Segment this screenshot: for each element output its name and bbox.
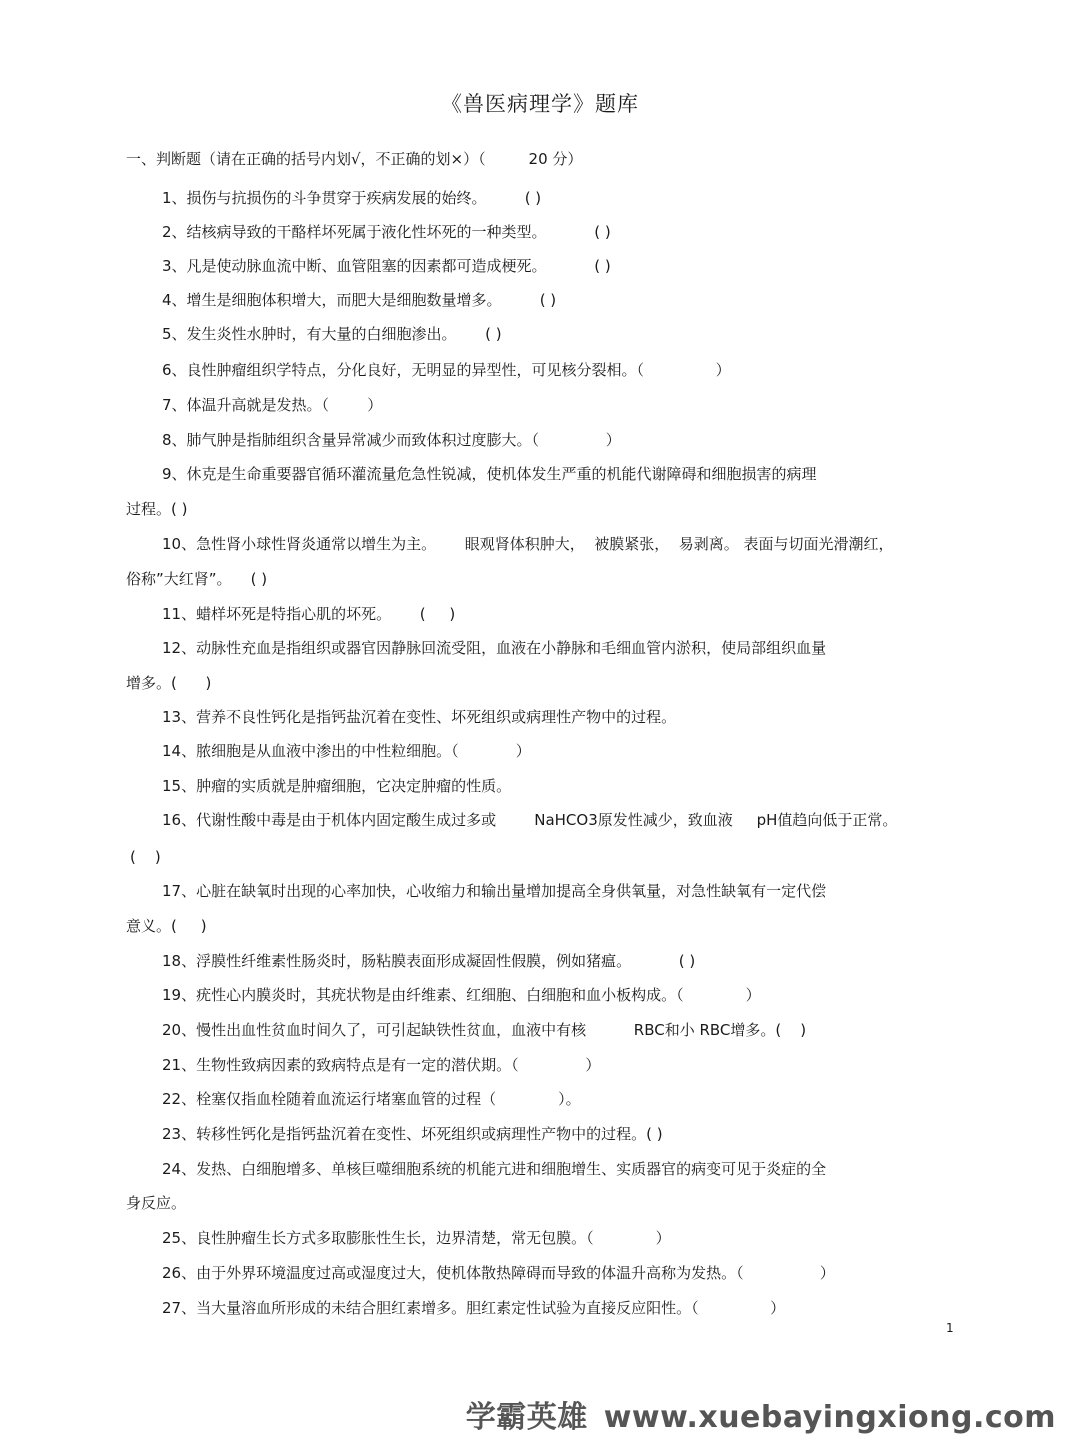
question-21: 21、生物性致病因素的致病特点是有一定的潜伏期。（ ） xyxy=(162,1056,601,1074)
question-10: 10、急性肾小球性肾炎通常以增生为主。 眼观肾体积肿大， 被膜紧张， 易剥离。 表面与切面光滑潮红， xyxy=(162,535,894,553)
question-24-continued: 身反应。 xyxy=(126,1194,187,1212)
question-11: 11、蜡样坏死是特指心肌的坏死。 ( ) xyxy=(162,605,456,623)
question-9: 9、休克是生命重要器官循环灌流量危急性锐减，使机体发生严重的机能代谢障碍和细胞损害的病理 xyxy=(162,465,817,483)
question-16: 16、代谢性酸中毒是由于机体内固定酸生成过多或 NaHCO3原发性减少，致血液 pH值趋向低于正常。 xyxy=(162,811,898,829)
question-9-continued: 过程。( ) xyxy=(126,500,188,518)
question-16-continued: ( ) xyxy=(130,848,161,866)
question-25: 25、良性肿瘤生长方式多取膨胀性生长，边界清楚，常无包膜。（ ） xyxy=(162,1229,671,1247)
question-12: 12、动脉性充血是指组织或器官因静脉回流受阻，血液在小静脉和毛细血管内淤积，使局部组织血量 xyxy=(162,639,827,657)
question-10-continued: 俗称”大红肾”。 ( ) xyxy=(126,570,268,588)
page-number: 1 xyxy=(946,1321,954,1335)
question-3: 3、凡是使动脉血流中断、血管阻塞的因素都可造成梗死。 ( ) xyxy=(162,257,611,275)
question-1: 1、损伤与抗损伤的斗争贯穿于疾病发展的始终。 ( ) xyxy=(162,189,542,207)
question-2: 2、结核病导致的干酪样坏死属于液化性坏死的一种类型。 ( ) xyxy=(162,223,611,241)
question-17: 17、心脏在缺氧时出现的心率加快，心收缩力和输出量增加提高全身供氧量，对急性缺氧有一定代偿 xyxy=(162,882,827,900)
footer-brand: 学霸英雄 xyxy=(465,1400,588,1435)
question-19: 19、疣性心内膜炎时，其疣状物是由纤维素、红细胞、白细胞和血小板构成。（ ） xyxy=(162,986,761,1004)
question-26: 26、由于外界环境温度过高或湿度过大，使机体散热障碍而导致的体温升高称为发热。（ ） xyxy=(162,1264,835,1282)
question-6: 6、良性肿瘤组织学特点，分化良好，无明显的异型性，可见核分裂相。（ ） xyxy=(162,361,731,379)
question-20: 20、慢性出血性贫血时间久了，可引起缺铁性贫血，血液中有核 RBC和小 RBC增多。( ) xyxy=(162,1021,807,1039)
question-7: 7、体温升高就是发热。（ ） xyxy=(162,396,383,414)
question-22: 22、栓塞仅指血栓随着血流运行堵塞血管的过程（ ）。 xyxy=(162,1090,581,1108)
question-14: 14、脓细胞是从血液中渗出的中性粒细胞。（ ） xyxy=(162,742,531,760)
question-8: 8、肺气肿是指肺组织含量异常减少而致体积过度膨大。（ ） xyxy=(162,431,621,449)
question-5: 5、发生炎性水肿时，有大量的白细胞渗出。 ( ) xyxy=(162,325,502,343)
document-title: 《兽医病理学》题库 xyxy=(441,92,639,116)
question-17-continued: 意义。( ) xyxy=(126,917,207,935)
question-4: 4、增生是细胞体积增大，而肥大是细胞数量增多。 ( ) xyxy=(162,291,557,309)
question-18: 18、浮膜性纤维素性肠炎时，肠粘膜表面形成凝固性假膜，例如猪瘟。 ( ) xyxy=(162,952,696,970)
question-12-continued: 增多。( ) xyxy=(126,674,212,692)
question-15: 15、肿瘤的实质就是肿瘤细胞，它决定肿瘤的性质。 xyxy=(162,777,512,795)
watermark-footer xyxy=(466,1392,1056,1436)
footer-url: www.xuebayingxiong.com xyxy=(603,1400,1056,1435)
question-13: 13、营养不良性钙化是指钙盐沉着在变性、坏死组织或病理性产物中的过程。 xyxy=(162,708,677,726)
question-27: 27、当大量溶血所形成的未结合胆红素增多。胆红素定性试验为直接反应阳性。（ ） xyxy=(162,1299,786,1317)
section-heading: 一、判断题（请在正确的括号内划√，不正确的划×）（ 20 分） xyxy=(126,150,583,168)
question-23: 23、转移性钙化是指钙盐沉着在变性、坏死组织或病理性产物中的过程。( ) xyxy=(162,1125,663,1143)
question-24: 24、发热、白细胞增多、单核巨噬细胞系统的机能亢进和细胞增生、实质器官的病变可见于炎症的全 xyxy=(162,1160,827,1178)
